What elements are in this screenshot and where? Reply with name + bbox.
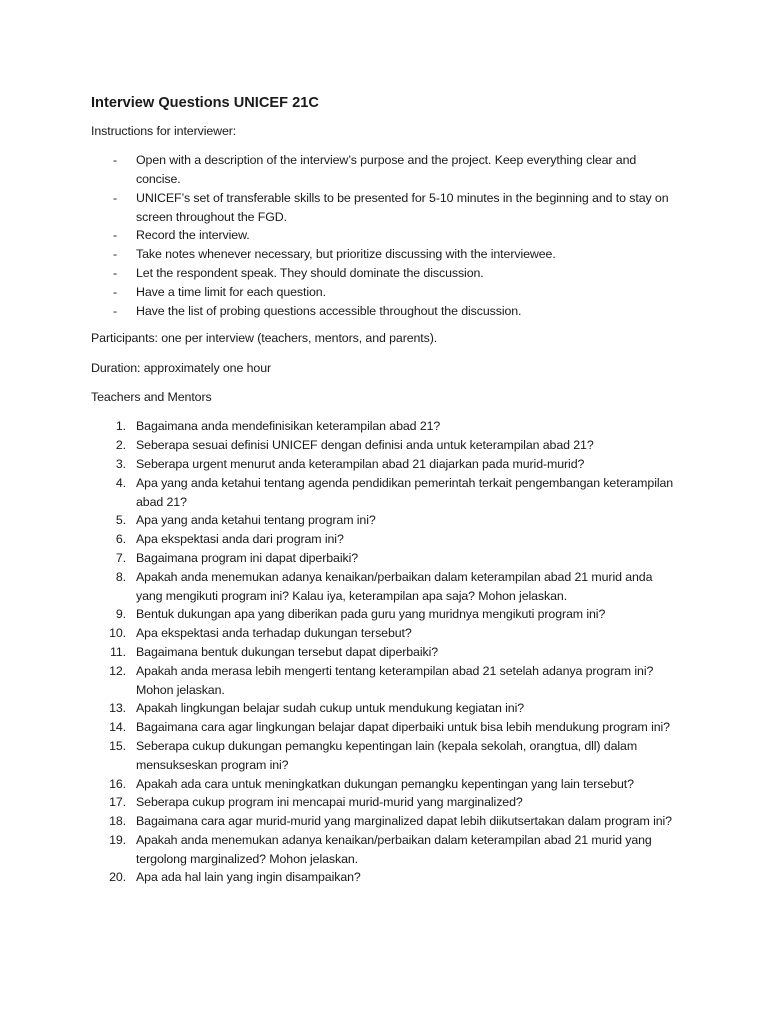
instructions-list (91, 151, 681, 320)
document-title: Interview Questions UNICEF 21C (91, 95, 319, 111)
question-text: Apa ekspektasi anda dari program ini? (136, 532, 344, 547)
question-number: 10. (109, 626, 126, 641)
question-text: Seberapa cukup program ini mencapai murid-murid yang marginalized? (136, 795, 523, 810)
question-item (91, 718, 681, 737)
list-item: - Record the interview. (91, 226, 681, 245)
dash-bullet: - (113, 266, 118, 281)
dash-bullet: - (113, 228, 118, 243)
question-text: Seberapa urgent menurut anda keterampilan abad 21 diajarkan pada murid-murid? (136, 456, 585, 471)
question-text: Apa ekspektasi anda terhadap dukungan tersebut? (136, 626, 412, 641)
question-number: 8. (115, 569, 126, 584)
question-item (91, 417, 681, 436)
dash-bullet: - (113, 190, 118, 205)
question-item (91, 605, 681, 624)
question-text: Apakah anda menemukan adanya kenaikan/perbaikan dalam keterampilan abad 21 murid yang tergolong marginalized? Mohon jelaskan. (136, 832, 652, 866)
question-item (91, 812, 681, 831)
question-item (91, 474, 681, 512)
list-item: - Open with a description of the interview’s purpose and the project. Keep everything clear and concise. (113, 153, 637, 187)
question-item (91, 831, 681, 869)
question-number: 3. (115, 456, 126, 471)
question-text: Bagaimana anda mendefinisikan keterampilan abad 21? (136, 419, 441, 434)
question-item (91, 699, 681, 718)
question-item (91, 793, 681, 812)
dash-bullet: - (113, 284, 118, 299)
question-text: Apakah anda merasa lebih mengerti tentang keterampilan abad 21 setelah adanya program ini? Mohon jelaskan. (136, 663, 654, 697)
question-item (91, 643, 681, 662)
list-item: - Have a time limit for each question. (91, 283, 681, 302)
duration-line: Duration: approximately one hour (91, 360, 272, 375)
question-text: Bagaimana bentuk dukungan tersebut dapat diperbaiki? (136, 644, 439, 659)
question-number: 18. (109, 814, 126, 829)
question-number: 16. (109, 776, 126, 791)
question-number: 2. (115, 438, 126, 453)
question-number: 4. (115, 475, 126, 490)
question-number: 13. (109, 701, 126, 716)
question-number: 17. (109, 795, 126, 810)
question-item (91, 511, 681, 530)
dash-bullet: - (113, 153, 118, 168)
document-body (91, 93, 681, 887)
question-text: Bagaimana cara agar murid-murid yang marginalized dapat lebih diikutsertakan dalam program ini? (136, 814, 672, 829)
question-item (91, 775, 681, 794)
question-number: 14. (109, 720, 126, 735)
question-item (91, 455, 681, 474)
question-item (91, 624, 681, 643)
question-number: 6. (115, 532, 126, 547)
question-text: Bagaimana cara agar lingkungan belajar dapat diperbaiki untuk bisa lebih mendukung program ini? (136, 720, 670, 735)
question-text: Apa yang anda ketahui tentang program ini? (136, 513, 376, 528)
question-item (91, 568, 681, 606)
question-item (91, 549, 681, 568)
question-number: 20. (109, 870, 126, 885)
question-item (91, 868, 681, 887)
question-text: Seberapa cukup dukungan pemangku kepentingan lain (kepala sekolah, orangtua, dll) dalam mensukseskan program ini? (136, 738, 638, 772)
participants-line: Participants: one per interview (teachers, mentors, and parents). (91, 331, 438, 346)
questions-list (91, 417, 681, 887)
dash-bullet: - (113, 303, 118, 318)
question-number: 5. (115, 513, 126, 528)
question-item (91, 436, 681, 455)
question-number: 12. (109, 663, 126, 678)
question-text: Apakah anda menemukan adanya kenaikan/perbaikan dalam keterampilan abad 21 murid anda yang mengikuti program ini? Kalau iya, keterampilan apa saja? Mohon jelaskan. (136, 569, 653, 603)
question-number: 19. (109, 832, 126, 847)
question-text: Apakah lingkungan belajar sudah cukup untuk mendukung kegiatan ini? (136, 701, 525, 716)
question-number: 1. (115, 419, 126, 434)
question-item (91, 662, 681, 700)
question-number: 11. (109, 644, 126, 659)
question-text: Bentuk dukungan apa yang diberikan pada guru yang muridnya mengikuti program ini? (136, 607, 606, 622)
question-text: Apakah ada cara untuk meningkatkan dukungan pemangku kepentingan yang lain tersebut? (136, 776, 634, 791)
question-item (91, 737, 681, 775)
question-text: Seberapa sesuai definisi UNICEF dengan definisi anda untuk keterampilan abad 21? (136, 438, 594, 453)
question-number: 9. (115, 607, 126, 622)
instructions-heading: Instructions for interviewer: (91, 124, 237, 138)
question-text: Bagaimana program ini dapat diperbaiki? (136, 550, 359, 565)
question-text: Apa ada hal lain yang ingin disampaikan? (136, 870, 361, 885)
list-item: - Let the respondent speak. They should dominate the discussion. (91, 264, 681, 283)
list-item: - Take notes whenever necessary, but prioritize discussing with the interviewee. (91, 245, 681, 264)
list-item: - Have the list of probing questions accessible throughout the discussion. (91, 302, 681, 321)
section-heading: Teachers and Mentors (91, 390, 212, 405)
dash-bullet: - (113, 247, 118, 262)
question-number: 7. (115, 550, 126, 565)
question-item (91, 530, 681, 549)
question-text: Apa yang anda ketahui tentang agenda pendidikan pemerintah terkait pengembangan keterampilan abad 21? (136, 475, 674, 509)
question-number: 15. (109, 738, 126, 753)
list-item: - UNICEF’s set of transferable skills to be presented for 5-10 minutes in the beginning and to stay on screen throughout the FGD. (113, 190, 669, 224)
